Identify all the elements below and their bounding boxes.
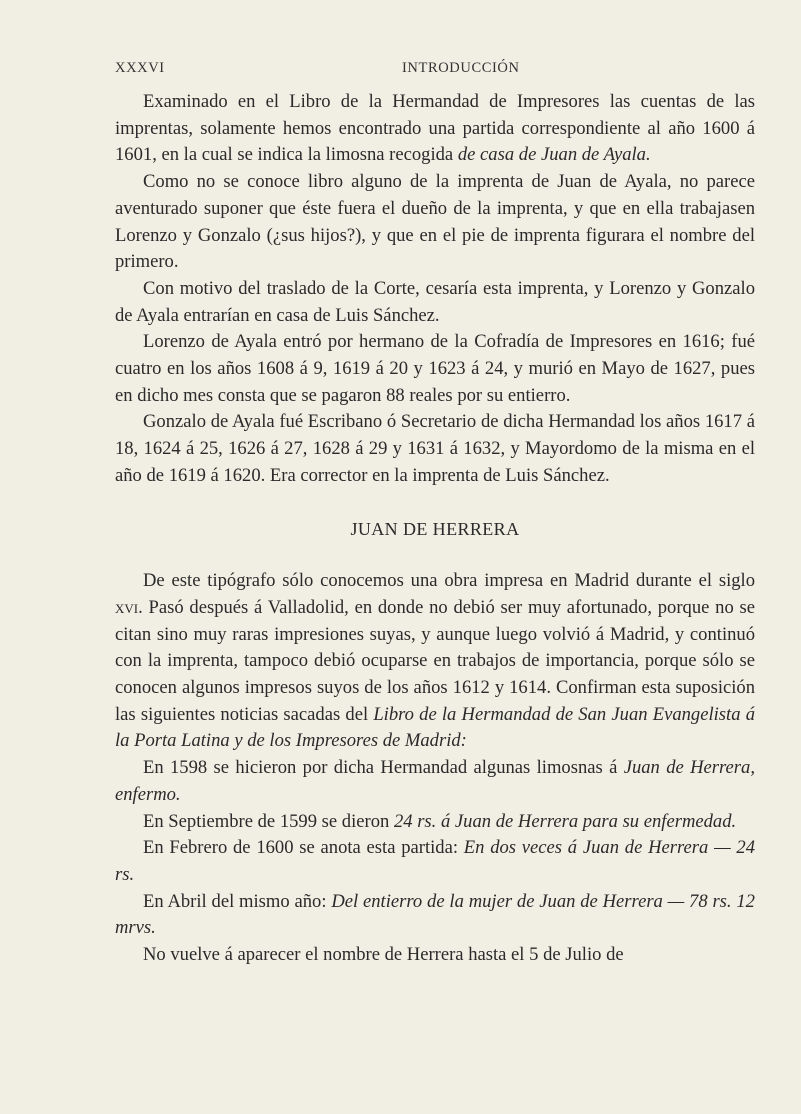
- paragraph: [115, 89, 755, 169]
- paragraph: [115, 809, 755, 836]
- paragraph: [115, 889, 755, 942]
- text-run: De este tipógrafo sólo conocemos una obra impresa en Madrid durante el siglo: [143, 570, 755, 592]
- page-number: XXXVI: [115, 60, 165, 76]
- text-run: En Septiembre de 1599 se dieron: [143, 810, 394, 832]
- italic-text: En dos veces á Juan de Herrera — 24 rs.: [115, 837, 755, 885]
- paragraph: [115, 329, 755, 409]
- paragraph: [115, 409, 755, 489]
- paragraph: [115, 169, 755, 276]
- paragraph: [115, 276, 755, 329]
- text-run: En 1598 se hicieron por dicha Hermandad algunas limosnas á: [143, 757, 624, 779]
- paragraph: [115, 568, 755, 755]
- text-run: . Pasó después á Valladolid, en donde no debió ser muy afortunado, porque no se citan sino muy raras impresiones suyas, y aunque luego volvió á Madrid, y continuó con la imprenta, tampoco debió ocuparse en trabajos de importancia, porque sólo se conocen algunos impresos suyos de los años 1612 y 1614. Confirman esta suposición las siguientes noticias sacadas del: [115, 596, 755, 725]
- paragraph: [115, 755, 755, 808]
- text-run: Con motivo del traslado de la Corte, cesaría esta imprenta, y Lorenzo y Gonzalo de Ayala entrarían en casa de Luis Sánchez.: [115, 277, 755, 326]
- text-run: No vuelve á aparecer el nombre de Herrera hasta el 5 de Julio de: [143, 944, 624, 966]
- italic-text: 24 rs. á Juan de Herrera para su enfermedad.: [393, 810, 737, 832]
- text-run: Gonzalo de Ayala fué Escribano ó Secretario de dicha Hermandad los años 1617 á 18, 1624 á 25, 1626 á 27, 1628 á 29 y 1631 á 1632, y Mayordomo de la misma en el año de 1619 á 1620. Era corrector en la imprenta de Luis Sánchez.: [115, 411, 755, 486]
- text-run: xvi: [115, 596, 139, 618]
- body-text: [115, 89, 755, 969]
- text-run: Examinado en el Libro de la Hermandad de Impresores las cuentas de las imprentas, solamente hemos encontrado una partida correspondiente al año 1600 á 1601, en la cual se indica la limosna recogida: [115, 91, 755, 166]
- section-title: JUAN DE HERRERA: [350, 518, 520, 539]
- paragraph: [115, 942, 755, 969]
- italic-text: Libro de la Hermandad de San Juan Evangelista á la Porta Latina y de los Impresores de Madrid:: [115, 703, 755, 752]
- italic-text: Juan de Herrera, enfermo.: [115, 757, 755, 805]
- section-herrera: [115, 568, 755, 969]
- text-run: Lorenzo de Ayala entró por hermano de la Cofradía de Impresores en 1616; fué cuatro en los años 1608 á 9, 1619 á 20 y 1623 á 24, y murió en Mayo de 1627, pues en dicho mes consta que se pagaron 88 reales por su entierro.: [115, 331, 755, 406]
- section-ayala: [115, 89, 755, 490]
- text-run: En Abril del mismo año:: [143, 890, 332, 912]
- paragraph: [115, 835, 755, 888]
- text-run: En Febrero de 1600 se anota esta partida:: [143, 837, 464, 859]
- text-run: Como no se conoce libro alguno de la imprenta de Juan de Ayala, no parece aventurado suponer que éste fuera el dueño de la imprenta, y que en ella trabajasen Lorenzo y Gonzalo (¿sus hijos?), y que en el pie de imprenta figurara el nombre del primero.: [115, 171, 755, 273]
- running-title: INTRODUCCIÓN: [402, 60, 520, 76]
- italic-text: de casa de Juan de Ayala.: [457, 144, 651, 166]
- italic-text: Del entierro de la mujer de Juan de Herrera — 78 rs. 12 mrvs.: [115, 890, 755, 939]
